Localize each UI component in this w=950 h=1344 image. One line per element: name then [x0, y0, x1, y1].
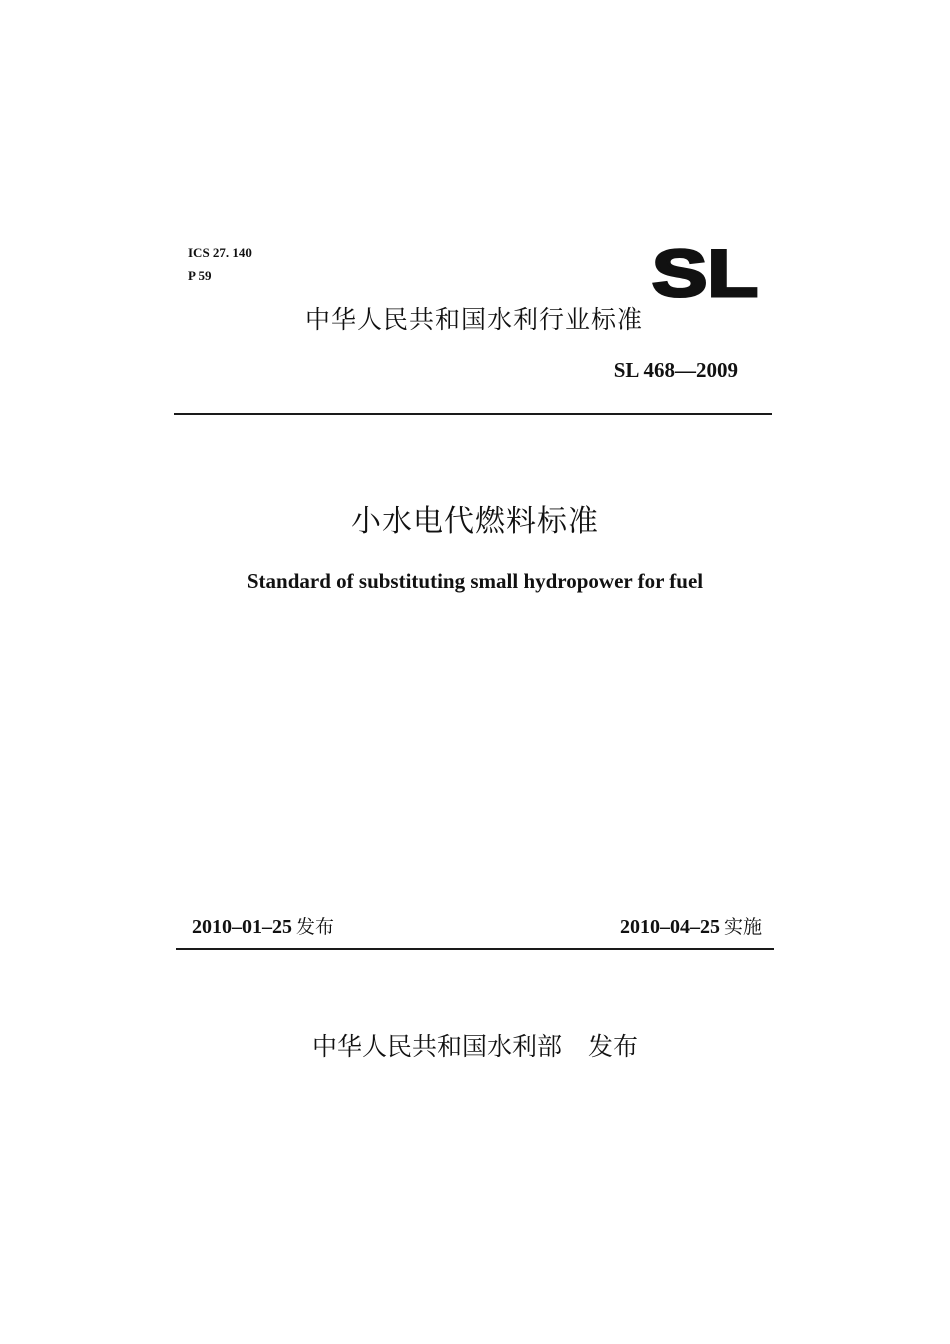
industry-standard-title: 中华人民共和国水利行业标准 [305, 305, 644, 334]
sl-logo [652, 246, 760, 300]
publisher-line [0, 1029, 950, 1065]
top-divider [174, 413, 772, 415]
document-title-chinese: 小水电代燃料标准 [351, 504, 599, 539]
standard-number: SL 468—2009 [613, 358, 738, 382]
issue-label: 发布 [296, 916, 335, 938]
document-title-english: Standard of substituting small hydropower for fuel [246, 569, 704, 593]
ics-code: ICS 27. 140 [188, 245, 252, 260]
sl-logo-text: SL [652, 246, 758, 300]
classification-code: P 59 [188, 268, 212, 283]
publisher-action: 发布 [588, 1032, 639, 1061]
implementation-date-line [620, 912, 762, 941]
issue-date-line [192, 912, 334, 941]
implementation-date: 2010–04–25 [619, 916, 720, 938]
bottom-divider [176, 948, 774, 950]
publisher-name: 中华人民共和国水利部 [311, 1032, 562, 1061]
issue-date: 2010–01–25 [192, 916, 292, 938]
implementation-label: 实施 [723, 916, 762, 938]
